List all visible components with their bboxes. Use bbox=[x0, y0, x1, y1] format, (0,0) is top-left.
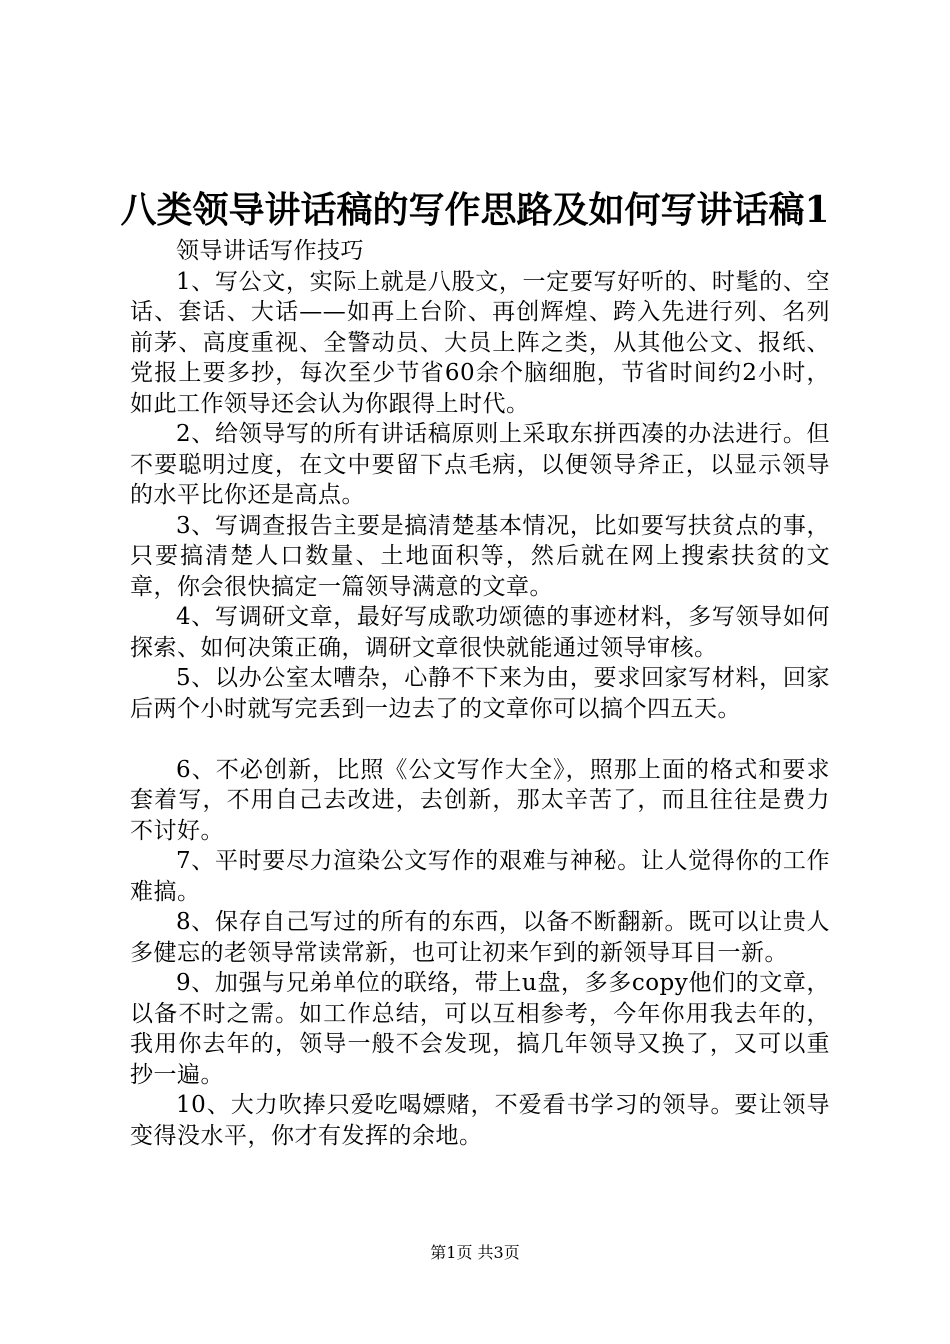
subheading: 领导讲话写作技巧 bbox=[176, 238, 364, 264]
document-title: 八类领导讲话稿的写作思路及如何写讲话稿1 bbox=[120, 189, 830, 231]
document-body bbox=[130, 236, 830, 1151]
paragraph-2: 2、给领导写的所有讲话稿原则上采取东拼西凑的办法进行。但不要聪明过度，在文中要留下点毛病，以便领导斧正，以显示领导的水平比你还是高点。 bbox=[130, 421, 830, 508]
paragraph-spacer bbox=[130, 724, 830, 755]
paragraph-8: 8、保存自己写过的所有的东西，以备不断翻新。既可以让贵人多健忘的老领导常读常新，也可让初来乍到的新领导耳目一新。 bbox=[130, 909, 830, 966]
paragraph-7: 7、平时要尽力渲染公文写作的艰难与神秘。让人觉得你的工作难搞。 bbox=[130, 848, 830, 905]
page-footer: 第1页 共3页 bbox=[430, 1243, 520, 1262]
paragraph-5: 5、以办公室太嘈杂，心静不下来为由，要求回家写材料，回家后两个小时就写完丢到一边去了的文章你可以搞个四五天。 bbox=[130, 665, 830, 722]
paragraph-9: 9、加强与兄弟单位的联络，带上u盘，多多copy他们的文章，以备不时之需。如工作总结，可以互相参考，今年你用我去年的，我用你去年的，领导一般不会发现，搞几年领导又换了，又可以重抄一遍。 bbox=[130, 970, 830, 1088]
paragraph-3: 3、写调查报告主要是搞清楚基本情况，比如要写扶贫点的事，只要搞清楚人口数量、土地面积等，然后就在网上搜索扶贫的文章，你会很快搞定一篇领导满意的文章。 bbox=[130, 512, 830, 600]
paragraph-10: 10、大力吹捧只爱吃喝嫖赌，不爱看书学习的领导。要让领导变得没水平，你才有发挥的余地。 bbox=[130, 1092, 830, 1149]
paragraph-6: 6、不必创新，比照《公文写作大全》，照那上面的格式和要求套着写，不用自己去改进，去创新，那太辛苦了，而且往往是费力不讨好。 bbox=[130, 756, 830, 844]
paragraph-4: 4、写调研文章，最好写成歌功颂德的事迹材料，多写领导如何探索、如何决策正确，调研文章很快就能通过领导审核。 bbox=[130, 604, 830, 661]
paragraph-1: 1、写公文，实际上就是八股文，一定要写好听的、时髦的、空话、套话、大话——如再上台阶、再创辉煌、跨入先进行列、名列前茅、高度重视、全警动员、大员上阵之类，从其他公文、报纸、党报上要多抄，每次至少节省60余个脑细胞，节省时间约2小时，如此工作领导还会认为你跟得上时代。 bbox=[130, 268, 830, 417]
